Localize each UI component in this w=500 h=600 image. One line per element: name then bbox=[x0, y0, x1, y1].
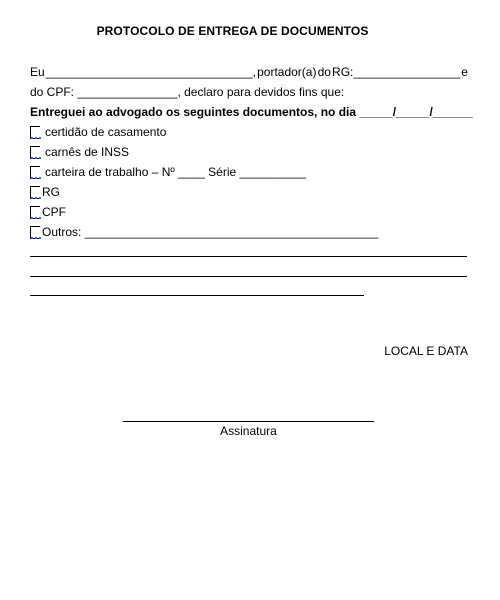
delivery-statement: Entreguei ao advogado os seguintes documentos, no dia _____/_____/______ bbox=[30, 105, 473, 119]
checklist-item-rg bbox=[30, 185, 60, 199]
blank-line bbox=[30, 256, 467, 257]
checklist-item-outros bbox=[30, 225, 378, 239]
checkbox-icon[interactable] bbox=[30, 206, 42, 218]
checklist-item-label: Outros: ____________________________________________ bbox=[42, 225, 379, 239]
checkbox-icon[interactable] bbox=[30, 126, 42, 138]
signature-line bbox=[123, 421, 374, 422]
do-label: do bbox=[317, 65, 331, 79]
rg-blank: RG:________________ bbox=[332, 65, 461, 79]
name-blank: _______________________________, bbox=[45, 65, 257, 79]
identification-line bbox=[30, 65, 468, 79]
document-title: PROTOCOLO DE ENTREGA DE DOCUMENTOS bbox=[96, 24, 369, 38]
checklist-item-label: certidão de casamento bbox=[45, 125, 167, 139]
checkbox-icon[interactable] bbox=[30, 186, 42, 198]
checklist-item-label: carteira de trabalho – Nº ____ Série __________ bbox=[45, 165, 307, 179]
cpf-line: do CPF: _______________, declaro para devidos fins que: bbox=[30, 85, 345, 99]
checklist-item-cpf bbox=[30, 205, 66, 219]
signature-label: Assinatura bbox=[220, 424, 277, 438]
e-label: e bbox=[461, 65, 468, 79]
portador-label: portador(a) bbox=[257, 65, 317, 79]
local-e-data: LOCAL E DATA bbox=[384, 344, 468, 358]
checkbox-icon[interactable] bbox=[30, 226, 42, 238]
checklist-item-carteira bbox=[30, 165, 306, 179]
checklist-item-label: RG bbox=[42, 185, 60, 199]
checklist-item-certidao bbox=[30, 125, 166, 139]
checklist-item-inss bbox=[30, 145, 129, 159]
blank-line bbox=[30, 276, 467, 277]
blank-line bbox=[30, 295, 364, 296]
checkbox-icon[interactable] bbox=[30, 166, 42, 178]
checkbox-icon[interactable] bbox=[30, 146, 42, 158]
eu-label: Eu bbox=[30, 65, 45, 79]
checklist-item-label: CPF bbox=[42, 205, 66, 219]
checklist-item-label: carnês de INSS bbox=[45, 145, 130, 159]
